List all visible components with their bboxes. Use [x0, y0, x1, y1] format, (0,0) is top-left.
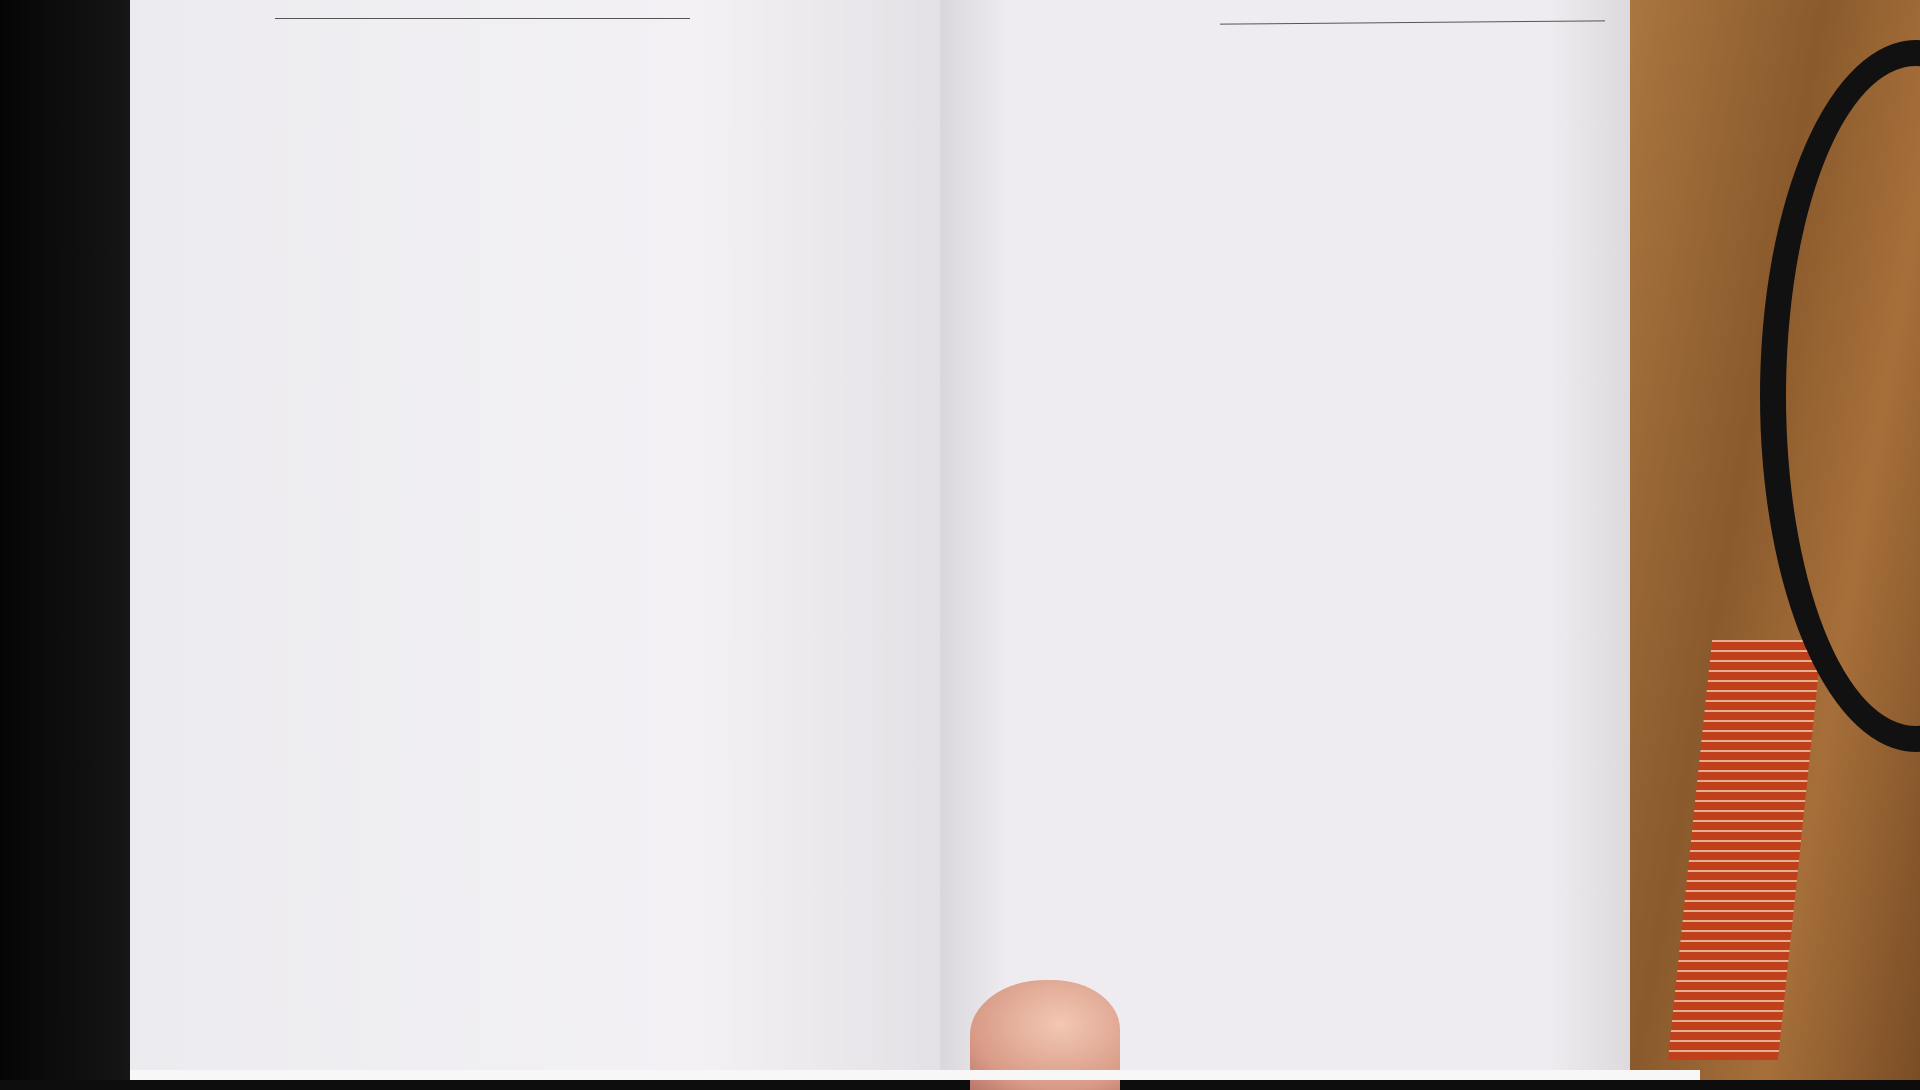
bottom-strip	[130, 1070, 1700, 1080]
right-page	[940, 0, 1630, 1070]
header-rule	[1220, 20, 1605, 24]
left-page	[130, 0, 940, 1070]
background-left	[0, 0, 130, 1080]
header-rule	[275, 18, 690, 19]
open-book	[130, 0, 1700, 1080]
